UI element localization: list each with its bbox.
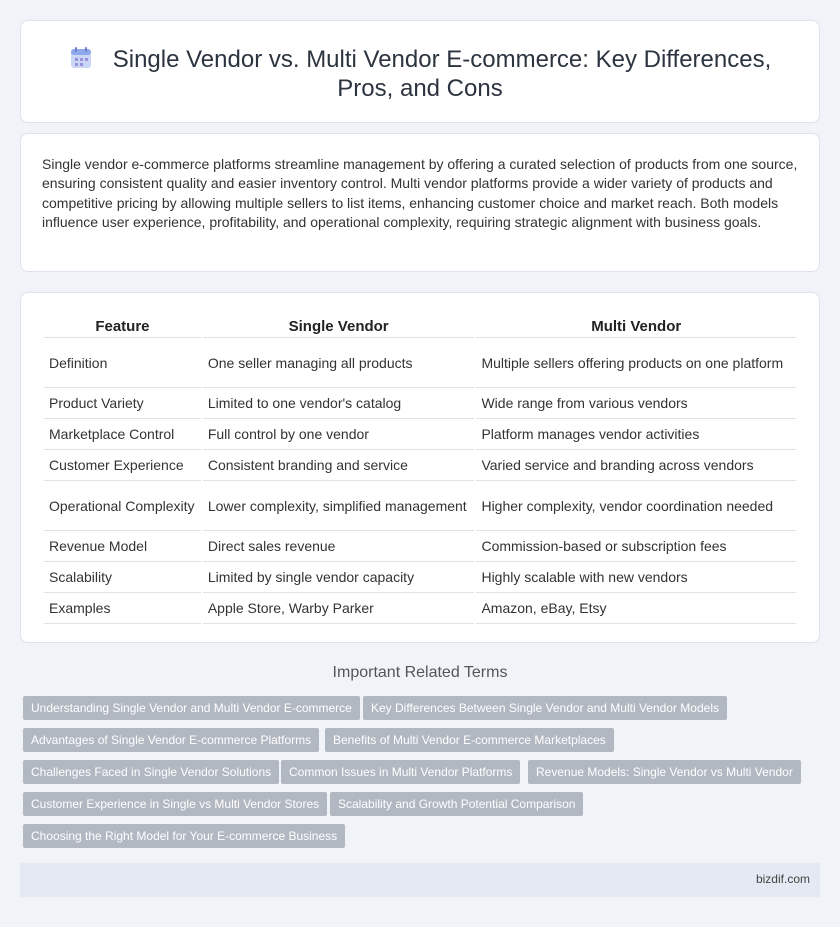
related-term-tag[interactable]: Advantages of Single Vendor E-commerce Platforms (23, 728, 319, 752)
title-card (20, 20, 820, 123)
table-cell: Scalability (44, 562, 201, 593)
table-row (44, 338, 796, 388)
table-cell: Varied service and branding across vendors (476, 450, 796, 481)
table-cell: Multiple sellers offering products on one platform (476, 338, 796, 388)
table-row (44, 388, 796, 419)
column-header-multi-vendor: Multi Vendor (476, 315, 796, 338)
related-terms-heading: Important Related Terms (332, 664, 508, 681)
comparison-table (42, 315, 798, 624)
column-header-feature: Feature (44, 315, 201, 338)
table-cell: Limited to one vendor's catalog (203, 388, 475, 419)
table-cell: Examples (44, 593, 201, 624)
page-title-wrap (21, 45, 819, 103)
table-cell: Amazon, eBay, Etsy (476, 593, 796, 624)
intro-paragraph: Single vendor e-commerce platforms streamline management by offering a curated selection of products from one source, ensuring consistent quality and easier inventory control. Multi vendor platforms provide a wider variety of products and competitive pricing by allowing multiple sellers to list items, enhancing customer choice and market reach. Both models influence user experience, profitability, and operational complexity, requiring strategic alignment with business goals. (42, 156, 798, 231)
table-cell: Marketplace Control (44, 419, 201, 450)
page-title: Single Vendor vs. Multi Vendor E-commerce: Key Differences, Pros, and Cons (112, 46, 772, 102)
table-cell: Product Variety (44, 388, 201, 419)
related-term-tag[interactable]: Common Issues in Multi Vendor Platforms (281, 760, 520, 784)
footer-site-link[interactable]: bizdif.com (755, 872, 810, 886)
table-cell: Direct sales revenue (203, 531, 475, 562)
table-cell: Full control by one vendor (203, 419, 475, 450)
table-cell: Higher complexity, vendor coordination needed (476, 481, 796, 531)
table-cell: Customer Experience (44, 450, 201, 481)
column-header-single-vendor: Single Vendor (203, 315, 475, 338)
table-cell: Wide range from various vendors (476, 388, 796, 419)
table-row (44, 450, 796, 481)
table-row (44, 481, 796, 531)
table-cell: Lower complexity, simplified management (203, 481, 475, 531)
table-row (44, 593, 796, 624)
comparison-card (20, 292, 820, 643)
table-cell: Apple Store, Warby Parker (203, 593, 475, 624)
footer (20, 863, 820, 897)
related-term-tag[interactable]: Key Differences Between Single Vendor and Multi Vendor Models (363, 696, 727, 720)
table-cell: Operational Complexity (44, 481, 201, 531)
table-cell: Consistent branding and service (203, 450, 475, 481)
table-cell: Definition (44, 338, 201, 388)
table-row (44, 531, 796, 562)
table-cell: One seller managing all products (203, 338, 475, 388)
calendar-icon (69, 46, 93, 70)
table-cell: Revenue Model (44, 531, 201, 562)
related-term-tag[interactable]: Benefits of Multi Vendor E-commerce Marketplaces (325, 728, 614, 752)
table-cell: Commission-based or subscription fees (476, 531, 796, 562)
table-row (44, 562, 796, 593)
related-term-tag[interactable]: Understanding Single Vendor and Multi Vendor E-commerce (23, 696, 360, 720)
related-term-tag[interactable]: Customer Experience in Single vs Multi Vendor Stores (23, 792, 327, 816)
related-term-tag[interactable]: Choosing the Right Model for Your E-commerce Business (23, 824, 345, 848)
table-cell: Highly scalable with new vendors (476, 562, 796, 593)
intro-card (20, 133, 820, 272)
related-term-tag[interactable]: Scalability and Growth Potential Comparison (330, 792, 583, 816)
table-cell: Limited by single vendor capacity (203, 562, 475, 593)
related-term-tag[interactable]: Challenges Faced in Single Vendor Solutions (23, 760, 279, 784)
table-row (44, 419, 796, 450)
related-term-tag[interactable]: Revenue Models: Single Vendor vs Multi Vendor (528, 760, 801, 784)
table-cell: Platform manages vendor activities (476, 419, 796, 450)
table-header-row (44, 315, 796, 338)
